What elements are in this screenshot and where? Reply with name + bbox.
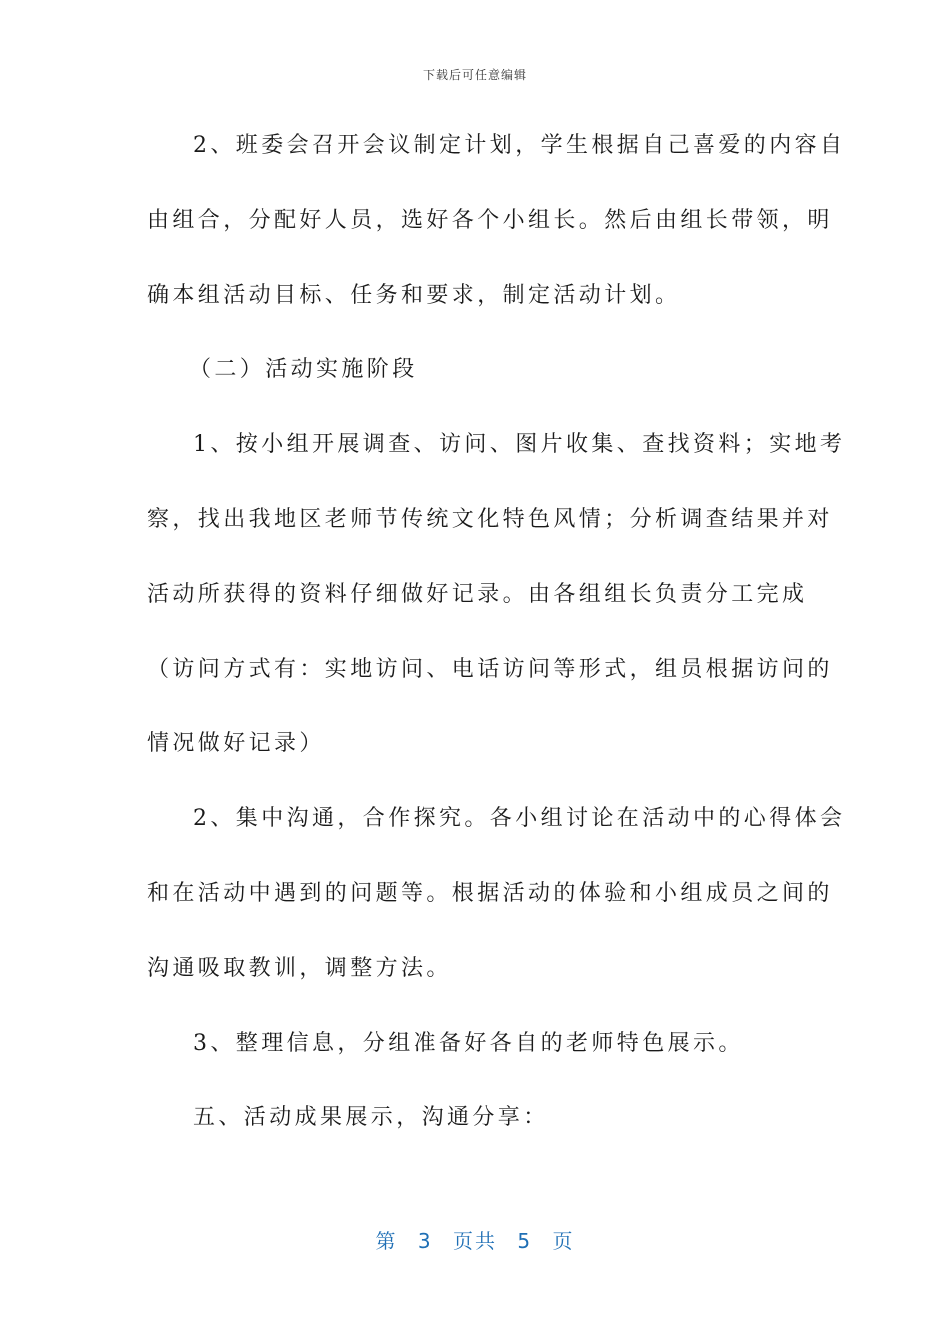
paragraph-line: 3、整理信息，分组准备好各自的老师特色展示。 [193,1030,744,1056]
page-prefix: 第 [375,1229,398,1253]
paragraph-line: 2、班委会召开会议制定计划，学生根据自己喜爱的内容自 [193,133,846,158]
section-heading: 五、活动成果展示，沟通分享： [193,1105,549,1131]
paragraph-line: 和在活动中遇到的问题等。根据活动的体验和小组成员之间的 [147,880,833,906]
paragraph-line: 2、集中沟通，合作探究。各小组讨论在活动中的心得体会 [193,806,846,832]
page-middle: 页共 [453,1229,497,1253]
page-footer [0,1225,950,1254]
paragraph-line: 沟通吸取教训，调整方法。 [147,955,452,981]
section-heading: （二）活动实施阶段 [189,357,418,383]
paragraph-line: 由组合，分配好人员，选好各个小组长。然后由组长带领，明 [147,207,833,233]
page-suffix: 页 [552,1229,575,1253]
paragraph-line: 1、按小组开展调查、访问、图片收集、查找资料；实地考 [193,432,846,458]
document-body [147,120,846,1167]
paragraph-line: （访问方式有：实地访问、电话访问等形式，组员根据访问的 [147,656,833,682]
paragraph-line: 确本组活动目标、任务和要求，制定活动计划。 [147,282,681,308]
page-header: 下载后可任意编辑 [422,68,527,82]
page-current: 3 [417,1229,433,1253]
paragraph-line: 察，找出我地区老师节传统文化特色风情；分析调查结果并对 [147,506,833,532]
paragraph-line: 活动所获得的资料仔细做好记录。由各组组长负责分工完成 [147,581,808,607]
page-total: 5 [517,1229,533,1253]
paragraph-line: 情况做好记录） [147,731,325,757]
